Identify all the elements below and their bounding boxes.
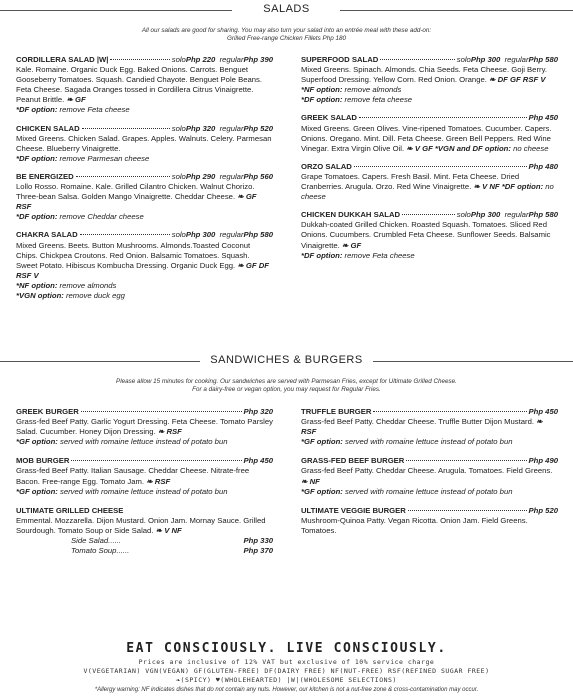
item-name: CHICKEN SALAD [16, 123, 80, 133]
item-name: TRUFFLE BURGER [301, 407, 372, 416]
dot-leader [359, 117, 527, 118]
item-ingredients: Grass-fed Beef Patty. Cheddar Cheese. Truffle Butter Dijon Mustard. [301, 417, 535, 427]
item-header [16, 124, 273, 134]
item-price: Php 450 [528, 407, 558, 416]
menu-item [301, 506, 558, 536]
footer-legend-icons [0, 676, 573, 684]
item-header [16, 506, 273, 516]
spicy-icon: ❧ [406, 143, 415, 153]
item-description [301, 220, 558, 250]
item-header [16, 407, 273, 417]
item-tag-text: V NF *DF option: [482, 182, 544, 192]
menu-item [16, 124, 273, 164]
item-tag-tail: no cheese [510, 143, 549, 153]
item-tag-text: V NF [164, 525, 182, 535]
dot-leader [380, 59, 454, 60]
item-description [301, 466, 558, 486]
option-label: *GF option: [301, 486, 343, 496]
sub-option-price: Php 370 [243, 546, 273, 556]
price-label-solo: solo [171, 55, 186, 64]
option-label: *DF option: [301, 95, 343, 105]
item-ingredients: Mixed Greens. Spinach. Almonds. Chia Seeds. Feta Cheese. Goji Berry. Superfood Dressing. Yellow Corn. Red Onion. Orange. [301, 65, 547, 85]
option-text: remove Parmesan cheese [57, 153, 150, 163]
price-label-regular: regular [215, 171, 244, 181]
item-tags [158, 427, 182, 436]
item-ingredients: Grass-fed Beef Patty. Italian Sausage. Cheddar Cheese. Nitrate-free Bacon. Free-range Egg. Tomato Jam. [16, 466, 250, 486]
item-name: GRASS-FED BEEF BURGER [301, 456, 405, 466]
item-tag-text: RSF [154, 476, 171, 486]
dot-leader [80, 234, 170, 235]
dot-leader [402, 214, 455, 215]
item-ingredients: Grape Tomatoes. Capers. Fresh Basil. Mint. Feta Cheese. Dried Cranberries. Arugula. Orzo. Red Wine Vinaigrette. [301, 171, 520, 192]
item-option [301, 85, 558, 95]
item-description [16, 466, 273, 486]
item-tags [301, 477, 320, 486]
item-header [301, 113, 558, 123]
price-label-solo: solo [456, 55, 471, 64]
menu-item [16, 172, 273, 222]
price-solo: Php 290 [185, 171, 216, 181]
sandwiches-title: SANDWICHES & BURGERS [210, 354, 363, 366]
item-tag-text: GF DF RSF V [16, 260, 269, 280]
item-description [16, 182, 273, 212]
dot-leader [76, 176, 170, 177]
dot-leader [71, 460, 241, 461]
heart-icon: ♥ [215, 676, 221, 684]
sub-option-price: Php 330 [243, 536, 273, 546]
price-label-regular: regular [215, 230, 244, 240]
price-label-solo: solo [171, 230, 186, 240]
item-option [301, 95, 558, 105]
item-tag-tail: no cheese [301, 182, 554, 202]
item-header [16, 172, 273, 182]
option-label: *DF option: [16, 105, 58, 115]
salads-intro-1: All our salads are good for sharing. You may also turn your salad into an entrée meal with these add-on: [141, 27, 432, 34]
footer-vat-note: Prices are inclusive of 12% VAT but exclusive of 10% service charge [138, 658, 435, 666]
salads-intro-2: Grilled Free-range Chicken Fillets Php 180 [227, 35, 346, 42]
option-text: remove Feta cheese [57, 105, 130, 115]
item-tags [342, 241, 361, 250]
menu-item [16, 407, 273, 447]
option-text: remove almonds [57, 280, 117, 290]
item-name: CORDILLERA SALAD |W| [16, 55, 109, 64]
legend-spicy: (SPICY) [180, 676, 212, 684]
item-name: CHAKRA SALAD [16, 230, 78, 240]
item-tag-text: V GF *VGN and DF option: [414, 143, 511, 153]
sub-option [16, 546, 273, 556]
option-label: *DF option: [301, 250, 343, 260]
item-header [301, 162, 558, 172]
price-solo: Php 300 [185, 230, 216, 240]
item-tags [474, 182, 544, 191]
item-ingredients: Mushroom-Quinoa Patty. Vegan Ricotta. Onion Jam. Field Greens. Tomatoes. [301, 515, 528, 535]
item-price: Php 450 [243, 456, 273, 466]
price-label-solo: solo [171, 171, 186, 181]
item-ingredients: Grass-fed Beef Patty. Garlic Yogurt Dressing. Feta Cheese. Tomato Parsley Salad. Cucumber. Honey Dijon Dressing. [16, 417, 273, 437]
price-label-regular: regular [500, 210, 529, 220]
spicy-icon: ❧ [146, 476, 155, 486]
item-tag-text: DF GF RSF V [497, 75, 546, 85]
item-header [16, 230, 273, 240]
option-text: served with romaine lettuce instead of potato bun [57, 486, 228, 496]
option-text: remove feta cheese [342, 95, 413, 105]
price-solo: Php 220 [185, 55, 216, 64]
menu-item [301, 407, 558, 447]
menu-item [301, 113, 558, 153]
spicy-icon: ❧ [536, 417, 543, 427]
item-tag-text: GF [75, 95, 86, 105]
item-name: CHICKEN DUKKAH SALAD [301, 210, 401, 220]
item-tags [156, 526, 182, 535]
sandwiches-right-column [301, 407, 558, 545]
item-ingredients: Mixed Greens. Chicken Salad. Grapes. Apples. Walnuts. Celery. Parmesan Cheese. Blueberry Vinaigrette. [16, 133, 272, 153]
item-option [16, 212, 273, 222]
item-description [301, 124, 558, 154]
sub-option-label: Tomato Soup...... [71, 546, 130, 556]
item-option [16, 291, 273, 301]
dot-leader [82, 128, 170, 129]
item-tag-text: NF [309, 476, 320, 486]
item-header [301, 210, 558, 220]
item-tags [406, 144, 511, 153]
item-header [301, 407, 558, 417]
spicy-icon: ❧ [237, 260, 246, 270]
spicy-icon: ❧ [489, 75, 498, 85]
option-label: *GF option: [16, 486, 58, 496]
item-tags [146, 477, 170, 486]
price-solo: Php 300 [470, 55, 501, 64]
item-option [16, 437, 273, 447]
item-tags [489, 75, 545, 84]
item-description [301, 65, 558, 85]
price-regular: Php 580 [528, 55, 558, 64]
item-tag-text: GF [350, 240, 362, 250]
sub-option [16, 536, 273, 546]
item-description [16, 516, 273, 536]
menu-item [301, 210, 558, 260]
option-label: *GF option: [301, 437, 343, 447]
price-solo: Php 300 [470, 210, 501, 220]
menu-item [16, 456, 273, 496]
price-regular: Php 580 [528, 210, 558, 220]
spicy-icon: ❧ [155, 525, 165, 535]
item-description [16, 241, 273, 281]
item-ingredients: Grass-fed Beef Patty. Cheddar Cheese. Arugula. Tomatoes. Field Greens. [301, 466, 553, 476]
option-text: served with romaine lettuce instead of potato bun [342, 486, 513, 496]
price-label-regular: regular [215, 123, 244, 133]
sub-option-label: Side Salad...... [71, 536, 121, 546]
option-text: remove duck egg [63, 290, 125, 300]
dot-leader [408, 510, 527, 511]
sandwiches-left-column [16, 407, 273, 565]
item-ingredients: Kale. Romaine. Organic Duck Egg. Baked Onions. Carrots. Benguet Gooseberry Tomatoes. Squash. Candied Chayote. Benguet Pole Beans. Feta Cheese. Sagada Oranges tossed in Cordillera Citrus Vinaigrette. Peanut Brittle. [16, 65, 263, 105]
item-header [16, 456, 273, 466]
sandwiches-intro-1: Please allow 15 minutes for cooking. Our sandwiches are served with Parmesan Fries, except for Ultimate Grilled Cheese. [116, 378, 457, 385]
sandwiches-intro-2: For a dairy-free or vegan option, you may request for Regular Fries. [192, 386, 381, 393]
item-price: Php 490 [528, 456, 558, 466]
item-name: BE ENERGIZED [16, 171, 74, 181]
spicy-icon: ❧ [341, 240, 351, 250]
price-label-solo: solo [456, 210, 471, 220]
menu-item [301, 162, 558, 202]
option-label: *NF option: [301, 85, 343, 95]
dot-leader [110, 59, 169, 60]
menu-item [16, 230, 273, 301]
price-regular: Php 580 [243, 230, 273, 240]
item-header [16, 55, 273, 65]
price-label-regular: regular [500, 55, 529, 64]
salads-title: SALADS [263, 3, 310, 15]
item-header [301, 506, 558, 516]
dot-leader [354, 166, 527, 167]
option-label: *GF option: [16, 437, 58, 447]
item-option [16, 154, 273, 164]
option-text: remove Cheddar cheese [57, 212, 144, 222]
menu-item [301, 55, 558, 105]
price-regular: Php 480 [528, 161, 558, 171]
item-tags [66, 95, 85, 104]
legend-wholesome: |W|(WHOLESOME SELECTIONS) [286, 676, 397, 684]
item-price: Php 520 [528, 505, 558, 515]
allergy-warning: *Allergy warning: NF indicates dishes that do not contain any nuts. However, our kitchen is not a nut-free zone & cross-contamination may occur. [94, 687, 479, 693]
option-text: remove almonds [342, 85, 402, 95]
item-price: Php 320 [243, 407, 273, 416]
option-text: remove Feta cheese [342, 250, 415, 260]
item-option [16, 281, 273, 291]
spicy-icon: ❧ [473, 182, 483, 192]
option-text: served with romaine lettuce instead of potato bun [342, 437, 513, 447]
dot-leader [81, 411, 242, 412]
item-option [16, 105, 273, 115]
item-description [301, 417, 558, 437]
item-description [16, 134, 273, 154]
item-tag-text: RSF [301, 427, 317, 437]
footer-slogan: EAT CONSCIOUSLY. LIVE CONSCIOUSLY. [126, 641, 447, 656]
item-ingredients: Mixed Greens. Green Olives. Vine-ripened Tomatoes. Cucumber. Capers. Onions. Oregano. Mint. Dill. Feta Cheese. Green Bell Peppers. Red Wine Vinegar. Extra Virgin Olive Oil. [301, 123, 552, 153]
footer-legend: V(VEGETARIAN) VGN(VEGAN) GF(GLUTEN-FREE) DF(DAIRY FREE) NF(NUT-FREE) RSF(REFINED SUGAR FREE) [83, 667, 490, 675]
item-description [301, 516, 558, 536]
item-option [301, 251, 558, 261]
option-text: served with romaine lettuce instead of potato bun [57, 437, 228, 447]
salads-right-column [301, 55, 558, 269]
item-tag-text: RSF [166, 427, 182, 437]
item-header [301, 55, 558, 65]
item-ingredients: Lollo Rosso. Romaine. Kale. Grilled Cilantro Chicken. Walnut Chorizo. Three-bean Salsa. Golden Mango Vinaigrette. Cheddar Cheese. [16, 182, 255, 202]
option-label: *DF option: [16, 212, 58, 222]
option-label: *NF option: [16, 280, 58, 290]
spicy-icon: ❧ [66, 95, 76, 105]
item-ingredients: Mixed Greens. Beets. Button Mushrooms. Almonds.Toasted Coconut Chips. Chickpea Croutons. Red Onion. Balsamic Tomatoes. Squash. Sweet Potato. Hibiscus Kombucha Dressing. Organic Duck Egg. [16, 240, 251, 270]
dot-leader [406, 460, 526, 461]
price-label-regular: regular [215, 55, 244, 64]
item-option [16, 487, 273, 497]
item-description [301, 172, 558, 202]
item-tag-text: GF RSF [16, 192, 257, 212]
legend-wholehearted: (WHOLEHEARTED) [220, 676, 283, 684]
spicy-icon: ❧ [301, 476, 310, 486]
salads-left-column [16, 55, 273, 309]
item-name: ULTIMATE VEGGIE BURGER [301, 505, 406, 515]
price-solo: Php 320 [185, 123, 216, 133]
price-regular: Php 450 [528, 113, 558, 123]
item-name: ULTIMATE GRILLED CHEESE [16, 505, 124, 515]
spicy-icon: ❧ [157, 427, 167, 437]
dot-leader [373, 411, 526, 412]
price-regular: Php 520 [243, 123, 273, 133]
item-name: GREEK BURGER [16, 407, 79, 416]
item-name: GREEK SALAD [301, 113, 357, 123]
item-ingredients: Dukkah-coated Grilled Chicken. Roasted Squash. Tomatoes. Sliced Red Onions. Cucumbers. Crumbled Feta Cheese. Sunflower Seeds. Balsamic Vinaigrette. [301, 220, 551, 250]
spicy-icon: ❧ [176, 676, 181, 684]
menu-item [16, 506, 273, 556]
item-option [301, 487, 558, 497]
menu-item [16, 55, 273, 116]
item-name: SUPERFOOD SALAD [301, 55, 379, 64]
item-ingredients: Emmental. Mozzarella. Dijon Mustard. Onion Jam. Mornay Sauce. Grilled Sourdough. Tomato Soup or Side Salad. [16, 515, 266, 535]
item-description [16, 417, 273, 437]
item-header [301, 456, 558, 466]
option-label: *VGN option: [16, 290, 64, 300]
item-name: MOB BURGER [16, 456, 70, 466]
spicy-icon: ❧ [237, 192, 246, 202]
option-label: *DF option: [16, 153, 58, 163]
price-regular: Php 560 [243, 171, 273, 181]
price-regular: Php 390 [243, 55, 273, 64]
menu-item [301, 456, 558, 496]
item-name: ORZO SALAD [301, 161, 352, 171]
item-option [301, 437, 558, 447]
item-description [16, 65, 273, 105]
price-label-solo: solo [171, 123, 186, 133]
